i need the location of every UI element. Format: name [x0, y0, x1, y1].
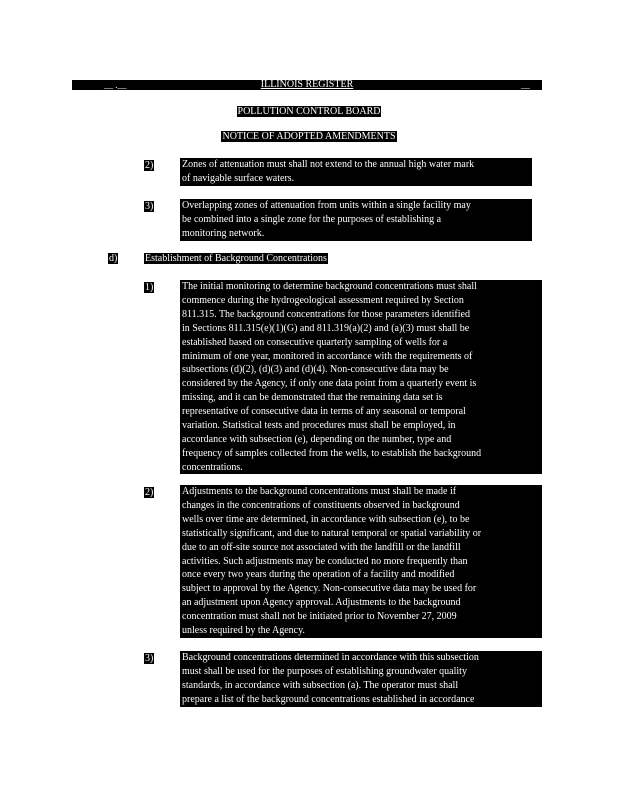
- text-line: Background concentrations determined in accordance with this subsection: [182, 652, 479, 663]
- text-line: Zones of attenuation must shall not extend to the annual high water mark: [182, 159, 475, 170]
- text-line: due to an off-site source not associated with the landfill or the landfill: [182, 541, 461, 553]
- item-paragraph: [180, 280, 542, 474]
- section-heading: Establishment of Background Concentrations: [145, 253, 327, 264]
- text-line: must shall be used for the purposes of establishing groundwater quality: [182, 665, 467, 677]
- text-line: monitoring network.: [182, 227, 265, 239]
- text-line: wells over time are determined, in accordance with subsection (e), to be: [182, 513, 470, 525]
- text-line: concentrations.: [182, 461, 243, 473]
- text-line: The initial monitoring to determine background concentrations must shall: [182, 281, 477, 292]
- item-paragraph: [180, 158, 532, 186]
- text-line: subject to approval by the Agency. Non-consecutive data may be used for: [182, 583, 477, 595]
- text-line: once every two years during the operation of a facility and modified: [182, 569, 455, 581]
- board-title-text: POLLUTION CONTROL BOARD: [237, 106, 381, 117]
- item-label: 3): [145, 653, 154, 664]
- item-paragraph: [180, 651, 542, 707]
- text-line: concentration must shall not be initiated prior to November 27, 2009: [182, 611, 457, 623]
- notice-title: [0, 131, 618, 143]
- text-line: 811.315. The background concentrations for those parameters identified: [182, 308, 470, 320]
- item-label: 1): [145, 282, 154, 293]
- text-line: statistically significant, and due to natural temporal or spatial variability or: [182, 527, 482, 539]
- header-left-mark: __ .__: [104, 80, 127, 90]
- text-line: representative of consecutive data in terms of any seasonal or temporal: [182, 406, 466, 418]
- item-label: 2): [145, 160, 154, 171]
- text-line: minimum of one year, monitored in accordance with the requirements of: [182, 350, 473, 362]
- text-line: considered by the Agency, if only one data point from a quarterly event is: [182, 378, 477, 390]
- text-line: changes in the concentrations of constituents observed in background: [182, 499, 460, 511]
- text-line: missing, and it can be demonstrated that the remaining data set is: [182, 392, 443, 404]
- text-line: accordance with subsection (e), depending on the number, type and: [182, 433, 452, 445]
- item-paragraph: [180, 199, 532, 241]
- item-paragraph: [180, 485, 542, 638]
- text-line: commence during the hydrogeological assessment required by Section: [182, 294, 464, 306]
- text-line: Overlapping zones of attenuation from units within a single facility may: [182, 200, 471, 211]
- text-line: standards, in accordance with subsection (a). The operator must shall: [182, 679, 459, 691]
- header-right-mark: __: [521, 80, 530, 90]
- text-line: Adjustments to the background concentrations must shall be made if: [182, 486, 457, 497]
- text-line: established based on consecutive quarterly sampling of wells for a: [182, 336, 448, 348]
- text-line: subsections (d)(2), (d)(3) and (d)(4). Non-consecutive data may be: [182, 364, 449, 376]
- text-line: an adjustment upon Agency approval. Adjustments to the background: [182, 597, 461, 609]
- text-line: variation. Statistical tests and procedures must shall be employed, in: [182, 420, 456, 432]
- text-line: of navigable surface waters.: [182, 172, 295, 184]
- notice-title-text: NOTICE OF ADOPTED AMENDMENTS: [222, 131, 396, 142]
- text-line: unless required by the Agency.: [182, 625, 305, 637]
- section-label: d): [109, 253, 118, 264]
- text-line: in Sections 811.315(e)(1)(G) and 811.319(a)(2) and (a)(3) must shall be: [182, 322, 470, 334]
- text-line: frequency of samples collected from the wells, to establish the background: [182, 447, 482, 459]
- text-line: be combined into a single zone for the purposes of establishing a: [182, 213, 442, 225]
- board-title: [0, 106, 618, 118]
- item-label: 3): [145, 201, 154, 212]
- item-label: 2): [145, 487, 154, 498]
- text-line: prepare a list of the background concentrations established in accordance: [182, 693, 475, 705]
- register-title: ILLINOIS REGISTER: [260, 79, 354, 90]
- text-line: activities. Such adjustments may be conducted no more frequently than: [182, 555, 468, 567]
